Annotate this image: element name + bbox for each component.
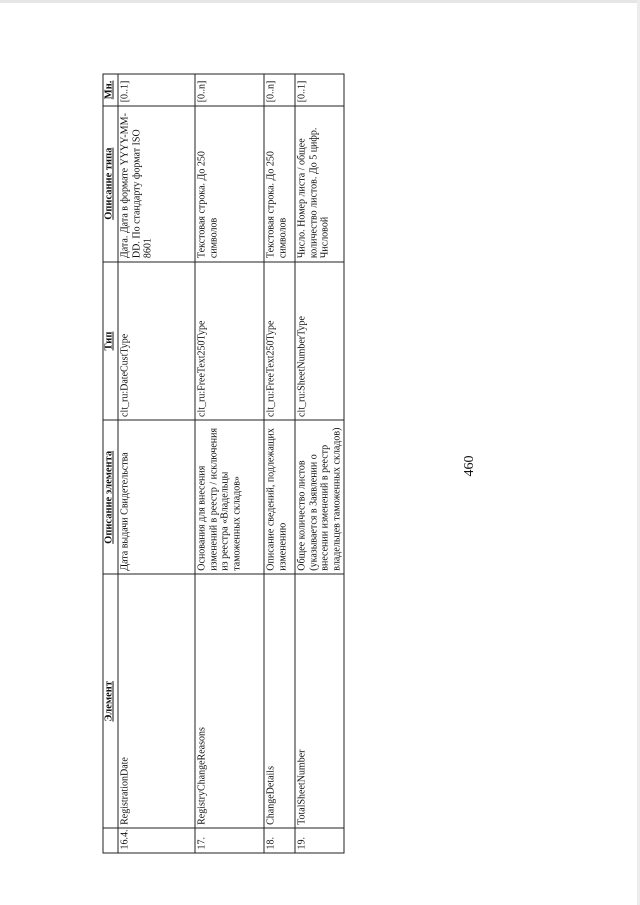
table-row (264, 74, 295, 853)
header-element: Элемент (103, 574, 118, 828)
table-row (195, 74, 264, 853)
multiplicity: [0..n] (264, 74, 295, 106)
row-number: 17. (195, 828, 264, 853)
type-description: Число. Номер листа / общее количество листов. До 5 цифр. Числовой (295, 106, 344, 262)
multiplicity: [0..1] (118, 74, 195, 106)
page-number: 460 (462, 455, 477, 477)
element-type: clt_ru:FreeText250Type (195, 262, 264, 421)
element-description: Основания для внесения изменений в реестр / исключения из реестра «Владельцы таможенных складов» (195, 420, 264, 574)
element-type: clt_ru:DateCustType (118, 262, 195, 421)
scan-edge-top (0, 0, 640, 3)
header-multiplicity: Мн. (103, 74, 118, 106)
rotated-table-wrapper (103, 74, 342, 854)
header-element-description: Описание элемента (103, 420, 118, 574)
element-description: Описание сведений, подлежащих изменению (264, 420, 295, 574)
element-type: clt_ru:FreeText250Type (264, 262, 295, 421)
table-row (295, 74, 344, 853)
element-name: TotalSheetNumber (295, 574, 344, 828)
type-description: Текстовая строка. До 250 символов (264, 106, 295, 262)
row-number: 18. (264, 828, 295, 853)
header-type: Тип (103, 262, 118, 421)
row-number: 19. (295, 828, 344, 853)
multiplicity: [0..n] (195, 74, 264, 106)
table-header-row (103, 74, 118, 853)
element-description: Общее количество листов (указывается в Заявлении о внесении изменений в реестр владельцев таможенных складов) (295, 420, 344, 574)
multiplicity: [0..1] (295, 74, 344, 106)
row-number: 16.4. (118, 828, 195, 853)
element-name: ChangeDetails (264, 574, 295, 828)
schema-table (103, 74, 345, 854)
type-description: Текстовая строка. До 250 символов (195, 106, 264, 262)
table-row (118, 74, 195, 853)
element-type: clt_ru:SheetNumberType (295, 262, 344, 421)
element-description: Дата выдачи Свидетельства (118, 420, 195, 574)
type-description: Дата. Дата в формате YYYY-MM-DD. По стандарту формат ISO 8601 (118, 106, 195, 262)
header-type-description: Описание типа (103, 106, 118, 262)
element-name: RegistryChangeReasons (195, 574, 264, 828)
header-num (103, 828, 118, 853)
element-name: RegistrationDate (118, 574, 195, 828)
